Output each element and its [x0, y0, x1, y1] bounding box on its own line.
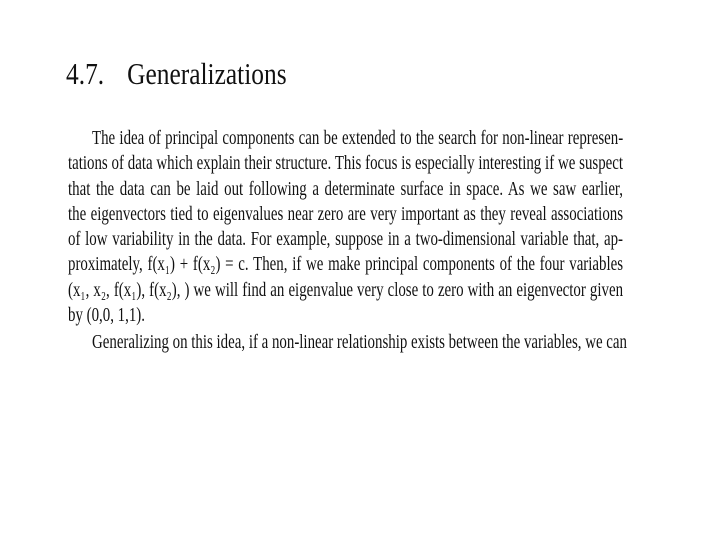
text-line: of low variability in the data. For example, suppose in a two-dimensional variable that, ap-: [68, 228, 624, 250]
section-number: 4.7.: [66, 56, 105, 91]
text-line: that the data can be laid out following a determinate surface in space. As we saw earlier,: [68, 178, 624, 200]
text-line: by (0,0, 1,1).: [68, 304, 145, 326]
text-line: tations of data which explain their structure. This focus is especially interesting if we suspect: [68, 152, 624, 174]
text-line: (x₁, x₂, f(x₁), f(x₂), ) we will find an eigenvalue very close to zero with an eigenvector given: [68, 279, 624, 301]
text-line: Generalizing on this idea, if a non-linear relationship exists between the variables, we can: [92, 331, 627, 353]
section-title: Generalizations: [127, 56, 287, 91]
section-heading: [66, 56, 287, 92]
text-line: the eigenvectors tied to eigenvalues near zero are very important as they reveal associations: [68, 203, 624, 225]
text-line: The idea of principal components can be extended to the search for non-linear represen-: [92, 127, 624, 149]
text-line: proximately, f(x₁) + f(x₂) = c. Then, if we make principal components of the four variables: [68, 253, 624, 275]
